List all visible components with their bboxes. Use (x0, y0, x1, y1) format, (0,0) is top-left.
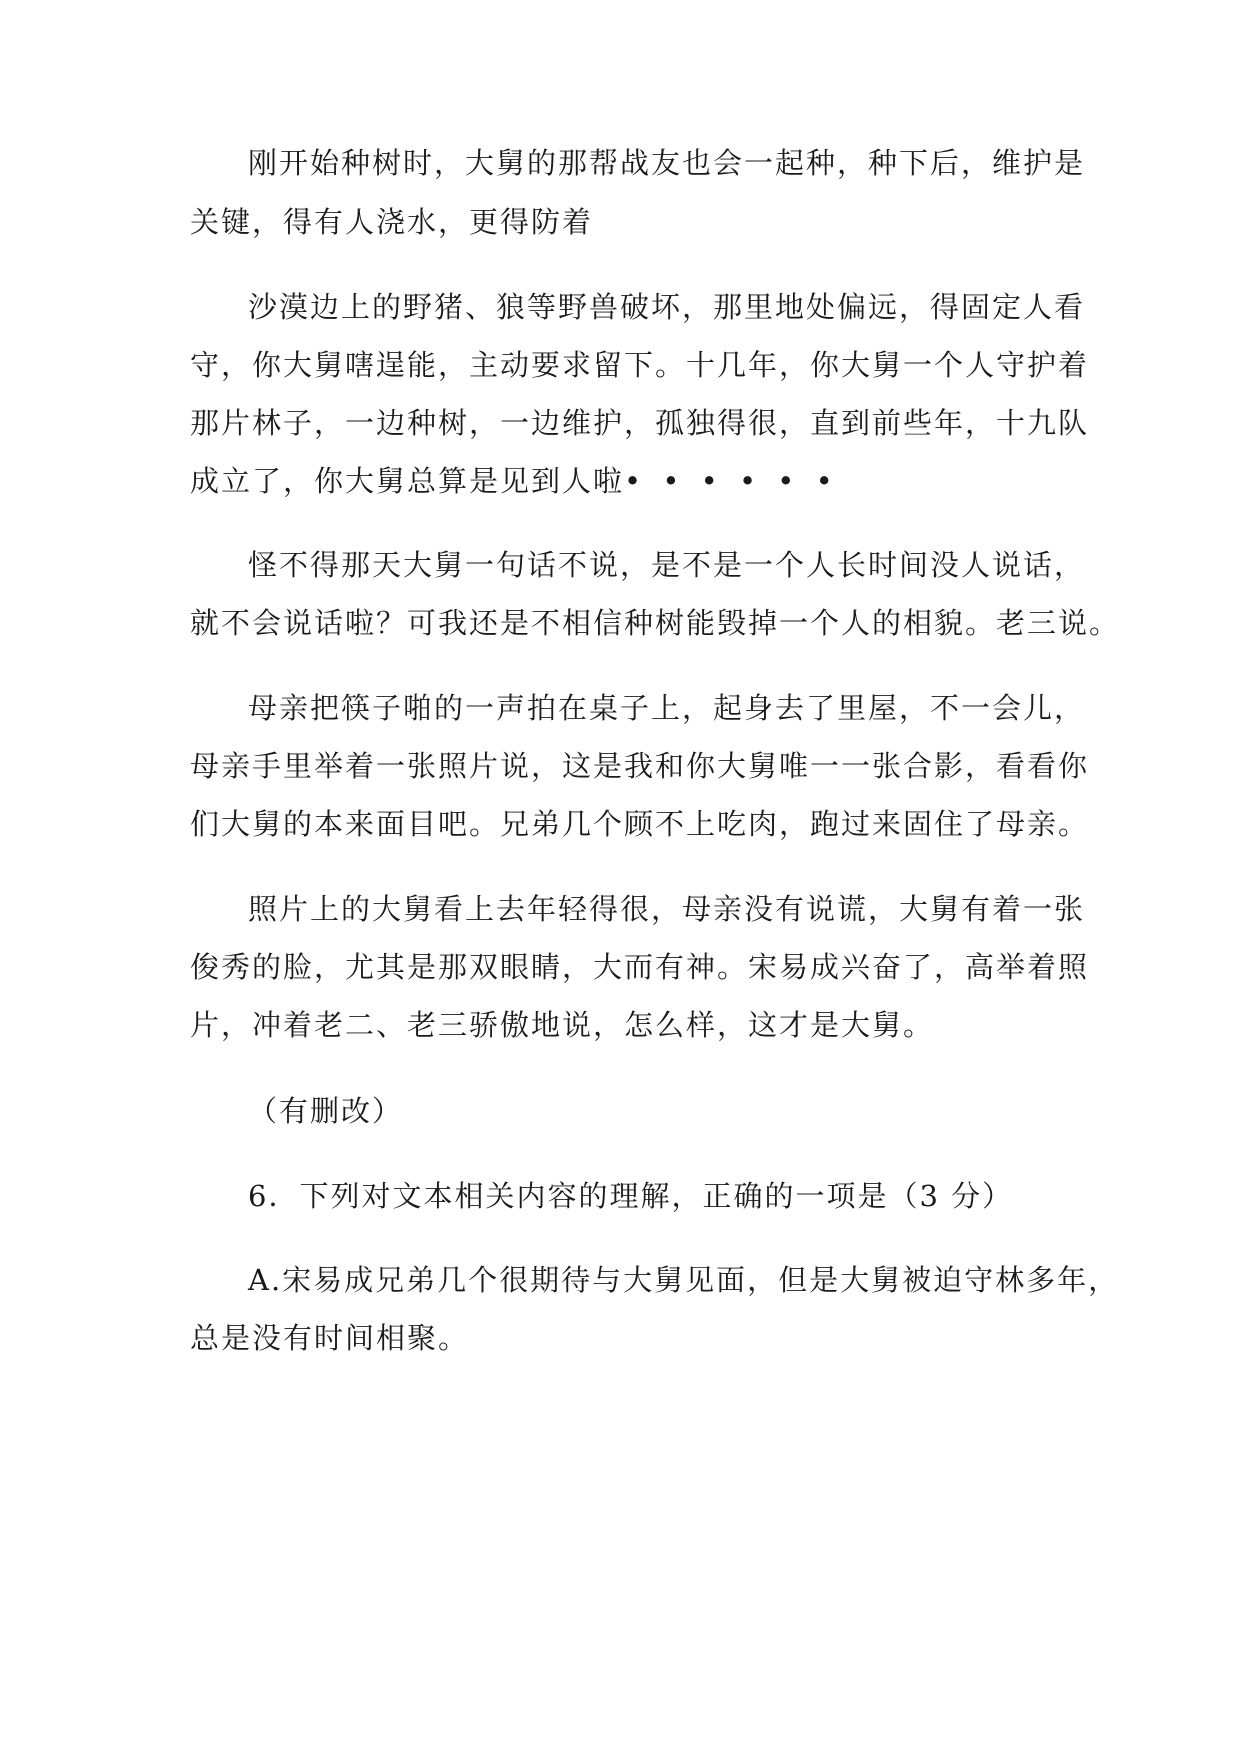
paragraph-5-line-1: 照片上的大舅看上去年轻得很，母亲没有说谎，大舅有着一张 (248, 892, 1086, 926)
ellipsis-dots: • • • • • • (624, 464, 839, 498)
paragraph-5-line-3: 片，冲着老二、老三骄傲地说，怎么样，这才是大舅。 (190, 1008, 935, 1042)
paragraph-3-line-1: 怪不得那天大舅一句话不说，是不是一个人长时间没人说话， (248, 548, 1086, 582)
paragraph-2-line-4-text: 成立了，你大舅总算是见到人啦 (190, 464, 625, 498)
paragraph-1-line-1: 刚开始种树时，大舅的那帮战友也会一起种，种下后，维护是 (248, 146, 1086, 180)
paragraph-2-line-2: 守，你大舅嗐逞能，主动要求留下。十几年，你大舅一个人守护着 (190, 348, 1090, 382)
question-6-stem: 6．下列对文本相关内容的理解，正确的一项是（3 分） (248, 1179, 1014, 1213)
revision-note: （有删改） (248, 1094, 404, 1128)
paragraph-1-line-2: 关键，得有人浇水，更得防着 (190, 205, 594, 239)
paragraph-2-line-3: 那片林子，一边种树，一边维护，孤独得很，直到前些年，十九队 (190, 406, 1090, 440)
paragraph-2-line-1: 沙漠边上的野猪、狼等野兽破坏，那里地处偏远，得固定人看 (248, 290, 1086, 324)
option-a-line-1: A.宋易成兄弟几个很期待与大舅见面，但是大舅被迫守林多年， (248, 1263, 1120, 1297)
paragraph-2-line-4 (190, 461, 839, 501)
paragraph-5-line-2: 俊秀的脸，尤其是那双眼睛，大而有神。宋易成兴奋了，高举着照 (190, 950, 1090, 984)
option-a-line-2: 总是没有时间相聚。 (190, 1321, 470, 1355)
paragraph-3-line-2: 就不会说话啦？可我还是不相信种树能毁掉一个人的相貌。老三说。 (190, 606, 1121, 640)
paragraph-4-line-1: 母亲把筷子啪的一声拍在桌子上，起身去了里屋，不一会儿， (248, 691, 1086, 725)
paragraph-4-line-3: 们大舅的本来面目吧。兄弟几个顾不上吃肉，跑过来固住了母亲。 (190, 807, 1090, 841)
paragraph-4-line-2: 母亲手里举着一张照片说，这是我和你大舅唯一一张合影，看看你 (190, 749, 1090, 783)
